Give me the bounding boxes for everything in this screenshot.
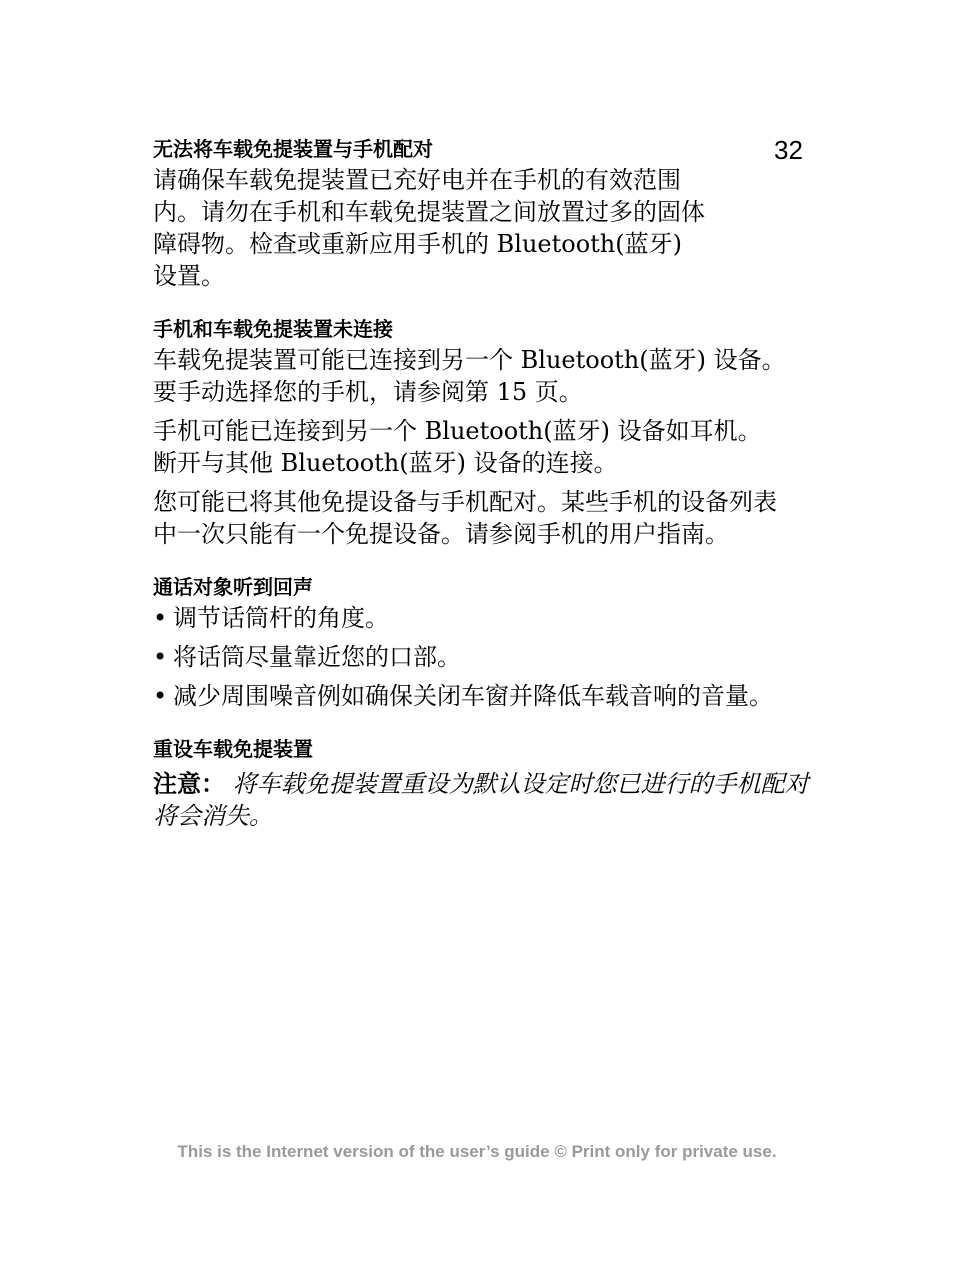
paragraph: 请确保车载免提装置已充好电并在手机的有效范围内。请勿在手机和车载免提装置之间放置过多的固体障碍物。检查或重新应用手机的 Bluetooth(蓝牙) 设置。 bbox=[153, 166, 705, 290]
section-heading: 手机和车载免提装置未连接 bbox=[153, 317, 393, 341]
list-item-text: 调节话筒杆的角度。 bbox=[173, 604, 389, 632]
note-label: 注意： bbox=[153, 769, 225, 798]
list-item bbox=[153, 680, 823, 712]
paragraph: 车载免提装置可能已连接到另一个 Bluetooth(蓝牙) 设备。要手动选择您的手机，请参阅第 15 页。 bbox=[153, 346, 786, 406]
note bbox=[153, 768, 823, 832]
section-heading: 无法将车载免提装置与手机配对 bbox=[153, 137, 433, 161]
list-item bbox=[153, 602, 823, 634]
note-text: 将车载免提装置重设为默认设定时您已进行的手机配对将会消失。 bbox=[153, 770, 809, 830]
section-not-connected bbox=[153, 314, 823, 550]
page-content bbox=[153, 134, 823, 856]
section-heading: 重设车载免提装置 bbox=[153, 737, 313, 761]
section-heading: 通话对象听到回声 bbox=[153, 575, 313, 599]
footer-notice: This is the Internet version of the user’s guide © Print only for private use. bbox=[177, 1142, 777, 1161]
bullet-icon: • bbox=[153, 682, 168, 710]
page-number: 32 bbox=[774, 135, 803, 165]
paragraph: 手机可能已连接到另一个 Bluetooth(蓝牙) 设备如耳机。断开与其他 Bluetooth(蓝牙) 设备的连接。 bbox=[153, 417, 762, 477]
paragraph: 您可能已将其他免提设备与手机配对。某些手机的设备列表中一次只能有一个免提设备。请参阅手机的用户指南。 bbox=[153, 488, 777, 548]
section-pairing-failed bbox=[153, 134, 823, 292]
list-item-text: 将话筒尽量靠近您的口部。 bbox=[173, 643, 461, 671]
bullet-icon: • bbox=[153, 604, 168, 632]
section-reset bbox=[153, 734, 823, 832]
bullet-list bbox=[153, 602, 823, 712]
bullet-icon: • bbox=[153, 643, 168, 671]
list-item bbox=[153, 641, 823, 673]
list-item-text: 减少周围噪音例如确保关闭车窗并降低车载音响的音量。 bbox=[173, 682, 773, 710]
section-echo bbox=[153, 572, 823, 712]
